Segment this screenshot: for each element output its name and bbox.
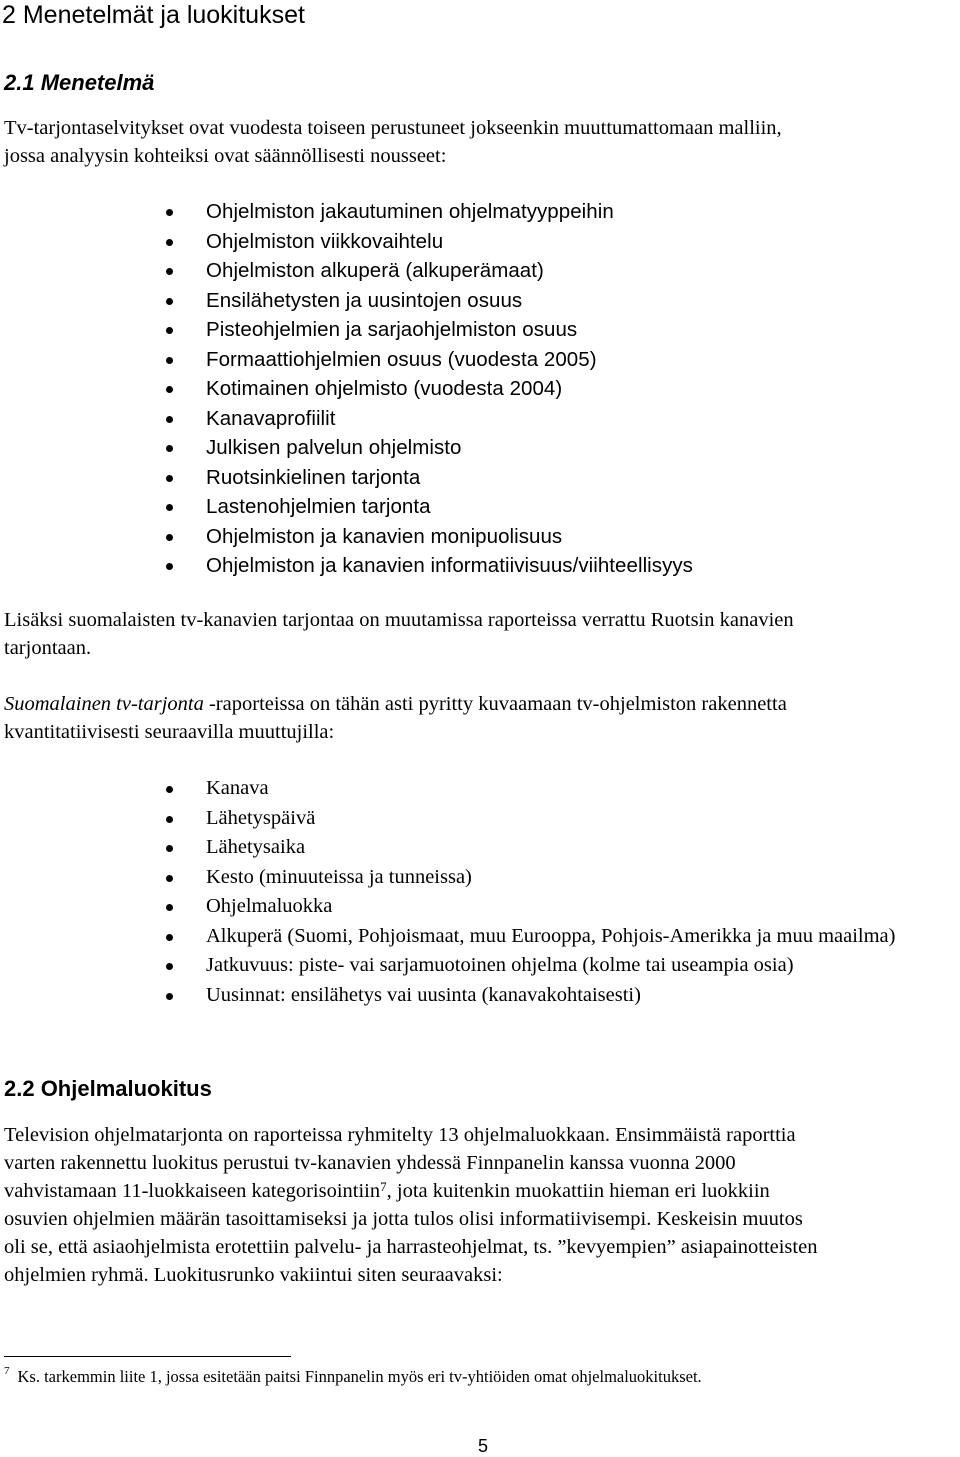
bullet-icon — [166, 357, 173, 364]
footnote-divider — [4, 1356, 291, 1357]
list-item: Julkisen palvelun ohjelmisto — [0, 433, 693, 463]
list-item: Formaattiohjelmien osuus (vuodesta 2005) — [0, 345, 693, 375]
variables-list — [0, 774, 926, 1010]
bullet-icon — [166, 993, 173, 1000]
list-item: Kanava — [0, 774, 926, 804]
list-item: Ohjelmiston viikkovaihtelu — [0, 227, 693, 257]
bullet-icon — [166, 786, 173, 793]
bullet-icon — [166, 563, 173, 570]
section-heading-menetelma: 2.1 Menetelmä — [4, 70, 155, 95]
list-item: Ensilähetysten ja uusintojen osuus — [0, 286, 693, 316]
list-item: Ohjelmiston ja kanavien informatiivisuus/viihteellisyys — [0, 551, 693, 581]
report-title: Suomalainen tv-tarjonta — [4, 693, 204, 715]
intro-line-2: jossa analyysin kohteiksi ovat säännöllisesti nousseet: — [4, 145, 447, 167]
classification-line-5: oli se, että asiaohjelmista erotettiin palvelu- ja harrasteohjelmat, ts. ”kevyempien” asiapainotteisten — [4, 1236, 818, 1258]
classification-line-6: ohjelmien ryhmä. Luokitusrunko vakiintui siten seuraavaksi: — [4, 1264, 503, 1286]
bullet-icon — [166, 845, 173, 852]
bullet-icon — [166, 963, 173, 970]
list-item: Lastenohjelmien tarjonta — [0, 492, 693, 522]
list-item: Uusinnat: ensilähetys vai uusinta (kanavakohtaisesti) — [0, 981, 926, 1011]
bullet-icon — [166, 327, 173, 334]
intro-line-1: Tv-tarjontaselvitykset ovat vuodesta toiseen perustuneet jokseenkin muuttumattomaan malliin, — [4, 117, 782, 139]
list-item: Jatkuvuus: piste- vai sarjamuotoinen ohjelma (kolme tai useampia osia) — [0, 951, 926, 981]
bullet-icon — [166, 475, 173, 482]
list-item: Kanavaprofiilit — [0, 404, 693, 434]
classification-line-2: varten rakennettu luokitus perustui tv-kanavien yhdessä Finnpanelin kanssa vuonna 2000 — [4, 1152, 736, 1174]
comparison-paragraph — [4, 606, 958, 662]
list-item: Lähetyspäivä — [0, 804, 926, 834]
list-item: Lähetysaika — [0, 833, 926, 863]
variables-intro-paragraph — [4, 690, 958, 746]
classification-line-1: Television ohjelmatarjonta on raporteissa ryhmitelty 13 ohjelmaluokkaan. Ensimmäistä raporttia — [4, 1124, 796, 1146]
list-item: Ohjelmiston jakautuminen ohjelmatyyppeihin — [0, 197, 693, 227]
list-item: Ohjelmaluokka — [0, 892, 926, 922]
bullet-icon — [166, 298, 173, 305]
comparison-line-1: Lisäksi suomalaisten tv-kanavien tarjontaa on muutamissa raporteissa verrattu Ruotsin kanavien — [4, 609, 794, 631]
bullet-icon — [166, 816, 173, 823]
footnote-number: 7 — [4, 1365, 10, 1377]
variables-intro-line-2: kvantitatiivisesti seuraavilla muuttujilla: — [4, 721, 335, 743]
bullet-icon — [166, 904, 173, 911]
list-item: Kotimainen ohjelmisto (vuodesta 2004) — [0, 374, 693, 404]
bullet-icon — [166, 209, 173, 216]
list-item: Ohjelmiston ja kanavien monipuolisuus — [0, 522, 693, 552]
list-item: Ohjelmiston alkuperä (alkuperämaat) — [0, 256, 693, 286]
classification-paragraph — [4, 1121, 958, 1289]
analysis-target-list — [0, 197, 693, 581]
bullet-icon — [166, 445, 173, 452]
intro-paragraph — [4, 114, 958, 170]
bullet-icon — [166, 386, 173, 393]
classification-line-4: osuvien ohjelmien määrän tasoittamiseksi ja jotta tulos olisi informatiivisempi. Keskeisin muutos — [4, 1208, 803, 1230]
bullet-icon — [166, 875, 173, 882]
variables-intro-line-1: Suomalainen tv-tarjonta -raporteissa on tähän asti pyritty kuvaamaan tv-ohjelmiston rakennetta — [4, 693, 787, 715]
chapter-heading: 2 Menetelmät ja luokitukset — [2, 1, 305, 29]
bullet-icon — [166, 416, 173, 423]
bullet-icon — [166, 934, 173, 941]
list-item: Alkuperä (Suomi, Pohjoismaat, muu Eurooppa, Pohjois-Amerikka ja muu maailma) — [0, 922, 926, 952]
bullet-icon — [166, 504, 173, 511]
page-number: 5 — [478, 1436, 489, 1456]
list-item: Kesto (minuuteissa ja tunneissa) — [0, 863, 926, 893]
list-item: Ruotsinkielinen tarjonta — [0, 463, 693, 493]
list-item: Pisteohjelmien ja sarjaohjelmiston osuus — [0, 315, 693, 345]
classification-line-3: vahvistamaan 11-luokkaiseen kategorisointiin$^7$, jota kuitenkin muokattiin hieman eri luokkiin — [4, 1179, 770, 1202]
footnote-text: Ks. tarkemmin liite 1, jossa esitetään paitsi Finnpanelin myös eri tv-yhtiöiden omat ohjelmaluokitukset. — [17, 1367, 702, 1386]
bullet-icon — [166, 534, 173, 541]
footnote-reference[interactable]: 7 — [380, 1179, 387, 1194]
bullet-icon — [166, 239, 173, 246]
section-heading-ohjelmaluokitus: 2.2 Ohjelmaluokitus — [4, 1076, 212, 1101]
footnote — [4, 1366, 702, 1388]
bullet-icon — [166, 268, 173, 275]
comparison-line-2: tarjontaan. — [4, 637, 92, 659]
